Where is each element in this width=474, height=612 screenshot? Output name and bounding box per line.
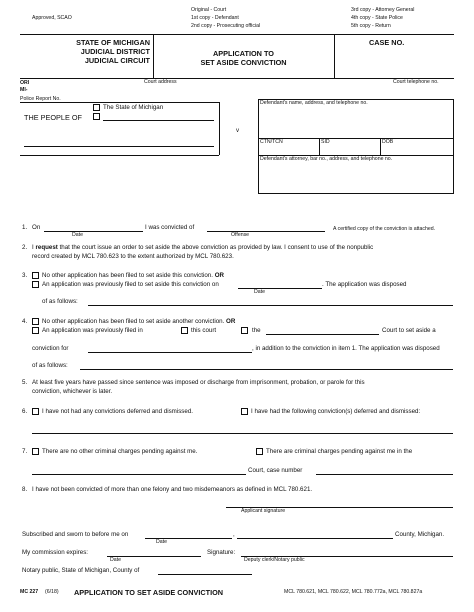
form-number: MC 227 [20,589,39,595]
ori-label: ORI [20,80,30,86]
signature-label: Signature: [207,549,236,556]
sid-label: SID [321,139,330,145]
item-1-convicted: I was convicted of [145,224,195,231]
copy-distribution-2nd: 2nd copy - Prosecuting official [191,23,261,29]
copy-distribution-original: Original - Court [191,7,227,13]
form-revision: (6/18) [45,589,59,595]
item-4-option-b: An application was previously filed in [42,327,143,334]
item-2-number: 2. [22,244,28,251]
caption-top-rule [20,34,454,35]
judicial-district: JUDICIAL DISTRICT [80,47,150,56]
form-title-line2: SET ASIDE CONVICTION [200,58,287,67]
item-3-follows: of as follows: [42,298,78,305]
item-5-text-line1: At least five years have passed since sentence was imposed or discharge from imprisonment, probation, or parole for this [32,379,365,386]
notary-county-line[interactable] [158,574,252,575]
case-no-label: CASE NO. [369,38,405,47]
no-pending-charges-checkbox[interactable] [32,448,39,455]
other-conviction-line[interactable] [88,352,252,353]
judicial-circuit: JUDICIAL CIRCUIT [84,56,150,65]
county-michigan-label: County, Michigan. [395,531,445,538]
subscribed-date-caption: Date [156,539,167,545]
parties-right-border [219,102,220,155]
item-3-number: 3. [22,272,28,279]
item-7-option-b: There are criminal charges pending against me in the [266,448,413,455]
deferred-convictions-line[interactable] [32,433,453,434]
no-other-application-checkbox[interactable] [32,318,39,325]
item-8-number: 8. [22,486,28,493]
item-2-text-line1: I request that the court issue an order to set aside the above conviction as provided by law. I consent to use of the nonpublic [32,244,374,251]
item-3-option-b: An application was previously filed to set aside this conviction on [42,281,219,288]
case-number-line[interactable] [316,474,453,475]
parties-bottom-rule [20,155,219,156]
state-of-michigan-checkbox[interactable] [93,104,100,111]
caption-bottom-rule [20,78,454,79]
item-1-date-caption: Date [72,232,83,238]
subscribed-text: Subscribed and sworn to before me on [22,531,129,538]
ctn-sid-divider [319,138,320,155]
defendant-box [258,99,454,194]
people-of-label: THE PEOPLE OF [24,113,82,122]
item-8-text: I have not been convicted of more than one felony and two misdemeanors as defined in MCL 780.621. [32,486,313,493]
item-1-number: 1. [22,224,28,231]
county-line[interactable] [237,538,393,539]
notary-county-text: Notary public, State of Michigan, County of [22,567,140,574]
ctn-tcn-label: CTN/TCN [260,139,283,145]
item-3-option-a: No other application has been filed to set aside this conviction. OR [42,272,224,279]
commission-date-caption: Date [110,557,121,563]
item-7-option-a: There are no other criminal charges pending against me. [42,448,198,455]
form-title-line1: APPLICATION TO [213,49,274,58]
dob-label: DOB [382,139,394,145]
item-7-number: 7. [22,448,28,455]
this-court-checkbox[interactable] [181,327,188,334]
item-5-number: 5. [22,379,28,386]
commission-date-line[interactable] [107,556,201,557]
item-4-number: 4. [22,318,28,325]
court-telephone-label: Court telephone no. [393,79,439,85]
mi-label: MI- [20,87,28,93]
item-4-disposition-line[interactable] [80,369,453,370]
caption-divider-right [334,34,335,78]
defendant-rule-1 [258,138,454,139]
item-5-text-line2: conviction, whichever is later. [32,388,113,395]
item-3-date-caption: Date [254,289,265,295]
copy-distribution-3rd: 3rd copy - Attorney General [351,7,415,13]
pending-charges-checkbox[interactable] [256,448,263,455]
item-2-text-line2: record created by MCL 780.623 to the extent authorized by MCL 780.623. [32,253,234,260]
copy-distribution-1st: 1st copy - Defendant [191,15,239,21]
defendant-attorney-label: Defendant's attorney, bar no., address, and telephone no. [260,156,393,162]
other-court-name-line[interactable] [266,334,379,335]
footer-statutes: MCL 780.621, MCL 780.622, MCL 780.772a, MCL 780.827a [284,589,423,595]
state-of-michigan-option: The State of Michigan [103,104,164,111]
people-of-other-line[interactable] [103,120,214,121]
in-addition-text: , in addition to the conviction in item 1. The application was disposed [252,345,440,352]
item-3-disposition-line[interactable] [88,305,453,306]
conviction-for-label: conviction for [32,345,69,352]
approved-text: Approved, SCAO [32,15,72,21]
commission-expires-label: My commission expires: [22,549,89,556]
other-court-checkbox[interactable] [241,327,248,334]
copy-distribution-4th: 4th copy - State Police [351,15,403,21]
copy-distribution-5th: 5th copy - Return [351,23,391,29]
item-6-number: 6. [22,408,28,415]
people-of-other-checkbox[interactable] [93,113,100,120]
state-of-michigan: STATE OF MICHIGAN [76,38,150,47]
no-prior-application-checkbox[interactable] [32,272,39,279]
offense-line[interactable] [207,231,325,232]
conviction-date-line[interactable] [44,231,143,232]
prior-application-checkbox[interactable] [32,281,39,288]
item-1-on: On [32,224,41,231]
item-6-option-a: I have not had any convictions deferred and dismissed. [42,408,193,415]
sid-dob-divider [380,138,381,155]
deferred-convictions-checkbox[interactable] [241,408,248,415]
item-3-disposed: . The application was disposed [322,281,407,288]
parties-top-rule [20,102,219,103]
prior-application-date-line[interactable] [238,288,322,289]
people-of-extra-line[interactable] [24,146,214,147]
no-deferred-convictions-checkbox[interactable] [32,408,39,415]
item-4-follows: of as follows: [32,362,68,369]
footer-title: APPLICATION TO SET ASIDE CONVICTION [74,588,224,597]
this-court-label: this court [191,327,217,334]
pending-court-line[interactable] [32,474,246,475]
item-1-offense-caption: Offense [231,232,250,238]
applicant-signature-label: Applicant signature [241,508,286,514]
court-to-set-aside: Court to set aside a [382,327,436,334]
the-court-label: the [252,327,261,334]
police-report-label: Police Report No. [20,96,61,102]
court-address-label: Court address [144,79,177,85]
versus-label: v [236,127,240,134]
court-case-number-label: Court, case number [248,467,303,474]
certified-copy-note: A certified copy of the conviction is attached. [333,226,436,232]
item-6-option-b: I have had the following conviction(s) deferred and dismissed: [251,408,421,415]
defendant-info-label: Defendant's name, address, and telephone no. [260,100,368,106]
other-application-checkbox[interactable] [32,327,39,334]
deputy-clerk-label: Deputy clerk/Notary public [244,557,305,563]
item-4-option-a: No other application has been filed to set aside another conviction. OR [42,318,236,325]
